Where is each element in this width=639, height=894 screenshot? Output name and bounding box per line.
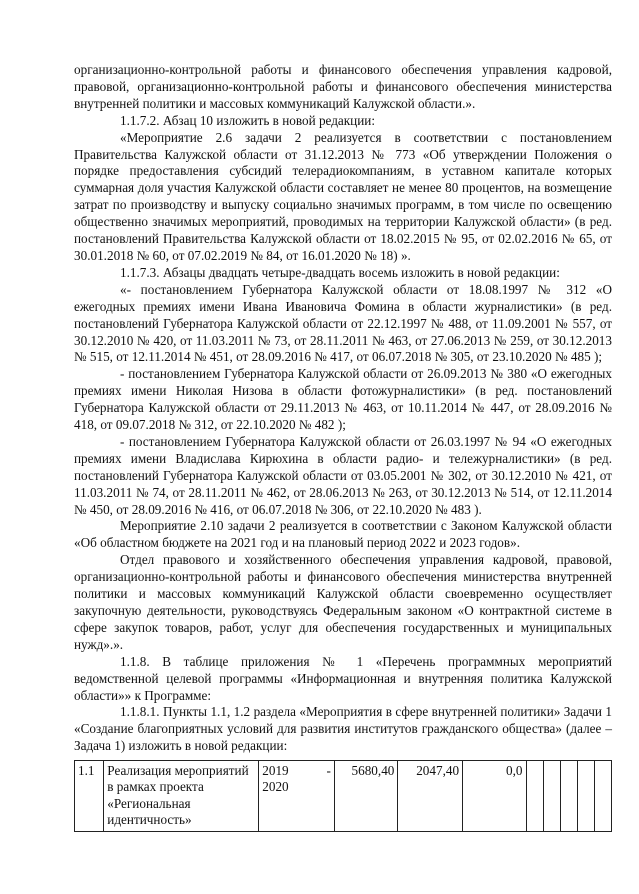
paragraph-1-1-8-1: 1.1.8.1. Пункты 1.1, 1.2 раздела «Мероприятия в сфере внутренней политики» Задачи 1 «Создание благоприятных условий для развития институтов гражданского общества» (далее – Задача 1) изложить в новой редакции: — [74, 704, 612, 754]
year-start: 2019 — [262, 763, 289, 778]
paragraph-decree-kiryukhin: - постановлением Губернатора Калужской области от 26.03.1997 № 94 «О ежегодных премиях имени Владислава Кирюхина в области радио- и тележурналистики» (в ред. постановлений Губернатора Калужской области от 03.05.2001 № 302, от 30.12.2010 № 421, от 11.03.2011 № 74, от 28.11.2011 № 462, от 28.06.2013 № 263, от 30.12.2013 № 514, от 12.11.2014 № 450, от 28.09.2016 № 416, от 06.07.2018 № 306, от 22.10.2020 № 483 ). — [74, 433, 612, 517]
cell-amount-2020: 0,0 — [463, 761, 526, 832]
paragraph-legal-department: Отдел правового и хозяйственного обеспечения управления кадровой, правовой, организационно-контрольной работы и финансового обеспечения министерства внутренней политики и массовых коммуникаций Калужской области своевременно осуществляет закупочную деятельности, руководствуясь Федеральным законом «О контрактной системе в сфере закупок товаров, работ, услуг для обеспечения государственных и муниципальных нужд».». — [74, 552, 612, 652]
paragraph-measure-2-6: «Мероприятие 2.6 задачи 2 реализуется в соответствии с постановлением Правительства Калужской области от 31.12.2013 № 773 «Об утверждении Положения о порядке предоставления субсидий телерадиокомпаниям, в уставном капитале которых суммарная доля участия Калужской области составляет не менее 80 процентов, на возмещение затрат по производству и выпуску социально значимых программ, в том числе по освещению общественно значимых мероприятий, проводимых на территории Калужской области» (в ред. постановлений Правительства Калужской области от 18.02.2015 № 95, от 02.02.2016 № 65, от 30.01.2018 № 60, от 07.02.2019 № 84, от 16.01.2020 № 18) ». — [74, 129, 612, 263]
cell-number: 1.1 — [75, 761, 104, 832]
cell-total-amount: 5680,40 — [334, 761, 397, 832]
table-row — [75, 761, 612, 832]
paragraph-1-1-7-3: 1.1.7.3. Абзацы двадцать четыре-двадцать восемь изложить в новой редакции: — [120, 264, 560, 280]
cell-empty — [543, 761, 560, 832]
paragraph-decree-nizov: - постановлением Губернатора Калужской области от 26.09.2013 № 380 «О ежегодных премиях имени Николая Низова в области фотожурналистики» (в ред. постановлений Губернатора Калужской области от 29.11.2013 № 463, от 10.11.2014 № 447, от 28.09.2016 № 418, от 09.07.2018 № 312, от 22.10.2020 № 482 ); — [74, 366, 612, 433]
year-end: 2020 — [262, 779, 289, 795]
cell-empty — [526, 761, 543, 832]
paragraph-measure-2-10: Мероприятие 2.10 задачи 2 реализуется в соответствии с Законом Калужской области «Об областном бюджете на 2021 год и на плановый период 2022 и 2023 годов». — [74, 518, 612, 551]
cell-measure-name: Реализация мероприятий в рамках проекта «Региональная идентичность» — [104, 761, 259, 832]
cell-empty — [594, 761, 611, 832]
program-measures-table — [74, 760, 612, 832]
paragraph-intro-continuation: организационно-контрольной работы и финансового обеспечения управления кадровой, правовой, организационно-контрольной работы и финансового обеспечения министерства внутренней политики и массовых коммуникаций Калужской области.». — [74, 62, 612, 111]
program-measures-table-wrap — [74, 760, 612, 832]
cell-years — [259, 761, 335, 832]
paragraph-decree-fomin: «- постановлением Губернатора Калужской области от 18.08.1997 № 312 «О ежегодных премиях имени Ивана Ивановича Фомина в области журналистики» (в ред. постановлений Губернатора Калужской области от 22.12.1997 № 488, от 11.09.2001 № 557, от 30.12.2010 № 420, от 11.03.2011 № 73, от 28.11.2011 № 463, от 27.06.2013 № 259, от 30.12.2013 № 515, от 12.11.2014 № 451, от 28.09.2016 № 417, от 06.07.2018 № 305, от 23.10.2020 № 485 ); — [74, 281, 612, 365]
paragraph-1-1-8: 1.1.8. В таблице приложения № 1 «Перечень программных мероприятий ведомственной целевой программы «Информационная и внутренняя политика Калужской области»» к Программе: — [74, 653, 612, 703]
year-dash: - — [326, 763, 331, 778]
cell-empty — [577, 761, 594, 832]
paragraph-1-1-7-2: 1.1.7.2. Абзац 10 изложить в новой редакции: — [120, 112, 376, 128]
cell-amount-2019: 2047,40 — [398, 761, 463, 832]
document-body — [74, 62, 612, 755]
cell-empty — [560, 761, 577, 832]
